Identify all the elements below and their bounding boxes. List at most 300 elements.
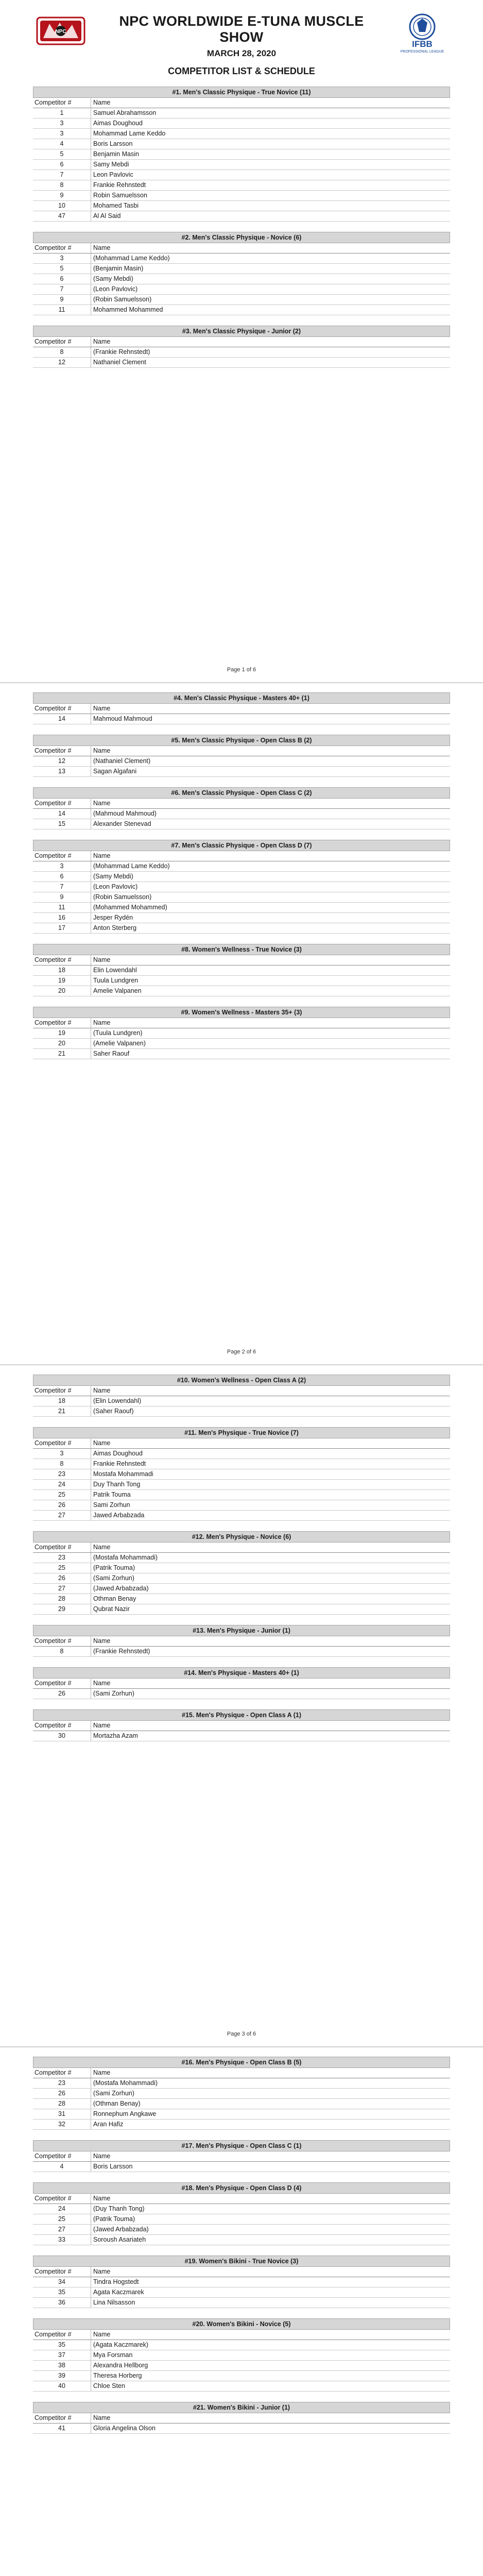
competitor-name: (Robin Samuelsson)	[91, 295, 450, 304]
competitor-number: 40	[58, 2382, 65, 2389]
competitor-number-header: Competitor #	[34, 1637, 72, 1645]
competitor-number: 47	[58, 212, 65, 219]
competitor-name: Alexander Stenevad	[91, 819, 450, 829]
competitor-row	[33, 1039, 450, 1049]
competitor-number: 3	[60, 1450, 64, 1457]
competitor-number: 6	[60, 161, 64, 168]
column-header-row	[33, 1721, 450, 1731]
class-title: #4. Men's Classic Physique - Masters 40+ (1)	[33, 692, 450, 704]
competitor-number: 25	[58, 2215, 65, 2223]
competitor-row	[33, 986, 450, 996]
competitor-number-header: Competitor #	[34, 800, 72, 807]
column-header-row	[33, 2068, 450, 2078]
competitor-row	[33, 347, 450, 358]
column-header-row	[33, 1543, 450, 1553]
class-title: #6. Men's Classic Physique - Open Class C (2)	[33, 787, 450, 799]
competitor-number: 17	[58, 924, 65, 931]
competitor-row	[33, 2109, 450, 2120]
competitor-name: (Agata Kaczmarek)	[91, 2340, 450, 2350]
competitor-row	[33, 2361, 450, 2371]
competition-class-section	[33, 787, 450, 829]
column-header-row	[33, 2330, 450, 2340]
competitor-number: 11	[58, 306, 65, 313]
competitor-number-header: Competitor #	[34, 2069, 72, 2076]
npc-logo-icon	[36, 12, 85, 49]
competitor-row	[33, 913, 450, 923]
name-header: Name	[91, 337, 450, 347]
competitor-name: Anton Sterberg	[91, 923, 450, 933]
competitor-name: Theresa Horberg	[91, 2371, 450, 2381]
competitor-row	[33, 965, 450, 976]
competitor-number: 14	[58, 810, 65, 817]
competitor-number: 23	[58, 1554, 65, 1561]
class-title: #15. Men's Physique - Open Class A (1)	[33, 1709, 450, 1721]
competitor-number-header: Competitor #	[34, 2414, 72, 2421]
competitor-name: Frankie Rehnstedt	[91, 1459, 450, 1469]
column-header-row	[33, 1636, 450, 1647]
competitor-row	[33, 2350, 450, 2361]
competitor-number-header: Competitor #	[34, 852, 72, 859]
competitor-row	[33, 2298, 450, 2308]
competitor-name: (Robin Samuelsson)	[91, 892, 450, 902]
competitor-row	[33, 2162, 450, 2172]
document-subtitle: COMPETITOR LIST & SCHEDULE	[168, 66, 315, 77]
competitor-name: (Amelie Valpanen)	[91, 1039, 450, 1048]
competitor-number: 20	[58, 987, 65, 994]
competitor-row	[33, 1480, 450, 1490]
column-header-row	[33, 1438, 450, 1449]
competitor-number: 7	[60, 883, 64, 890]
competitor-number: 31	[58, 2110, 65, 2117]
competitor-number: 23	[58, 2079, 65, 2087]
title-line-2: SHOW	[219, 29, 264, 45]
name-header: Name	[91, 1679, 450, 1688]
column-header-row	[33, 98, 450, 108]
competitor-name: (Sami Zorhun)	[91, 1573, 450, 1583]
competitor-name: (Patrik Touma)	[91, 1563, 450, 1573]
competitor-name: (Elin Lowendahl)	[91, 1396, 450, 1406]
name-header: Name	[91, 243, 450, 253]
competitor-name: Mohammed Mohammed	[91, 305, 450, 315]
competitor-number: 4	[60, 2163, 64, 2170]
competitor-number: 24	[58, 2205, 65, 2212]
competitor-name: Samy Mebdi	[91, 160, 450, 170]
competitor-number: 19	[58, 1029, 65, 1037]
competitor-number: 26	[58, 1690, 65, 1697]
competitor-number: 38	[58, 2362, 65, 2369]
competitor-name: Sagan Algafani	[91, 767, 450, 776]
page-content	[0, 1365, 483, 1741]
sections-container	[33, 692, 450, 1059]
competitor-name: Al Al Said	[91, 211, 450, 221]
competitor-number-header: Competitor #	[34, 1722, 72, 1729]
competitor-row	[33, 2340, 450, 2350]
competitor-row	[33, 253, 450, 264]
competitor-number: 10	[58, 202, 65, 209]
competitor-number: 33	[58, 2236, 65, 2243]
competitor-number: 18	[58, 967, 65, 974]
page	[0, 1364, 483, 2046]
column-header-row	[33, 1386, 450, 1396]
competitor-name: Aimas Doughoud	[91, 1449, 450, 1459]
competitor-name: (Jawed Arbabzada)	[91, 2225, 450, 2234]
competitor-number: 26	[58, 2090, 65, 2097]
competitor-name: (Benjamin Masin)	[91, 264, 450, 274]
competitor-name: (Sami Zorhun)	[91, 1689, 450, 1699]
competitor-name: Ronnephum Angkawe	[91, 2109, 450, 2119]
competitor-name: (Mohammed Mohammed)	[91, 903, 450, 912]
competitor-row	[33, 1500, 450, 1511]
column-header-row	[33, 337, 450, 347]
competitor-row	[33, 264, 450, 274]
competitor-number: 28	[58, 1595, 65, 1602]
competition-class-section	[33, 735, 450, 777]
competitor-number: 25	[58, 1564, 65, 1571]
competitor-number: 13	[58, 768, 65, 775]
competitor-number: 11	[58, 904, 65, 911]
competition-class-section	[33, 2256, 450, 2308]
competitor-row	[33, 1469, 450, 1480]
competitor-number-header: Competitor #	[34, 2195, 72, 2202]
sections-container	[33, 1375, 450, 1741]
competitor-number: 7	[60, 171, 64, 178]
competitor-name: (Samy Mebdi)	[91, 274, 450, 284]
competitor-number-header: Competitor #	[34, 747, 72, 754]
name-header: Name	[91, 799, 450, 808]
name-header: Name	[91, 2267, 450, 2277]
competitor-row	[33, 191, 450, 201]
name-header: Name	[91, 2194, 450, 2204]
ifbb-logo-icon	[398, 11, 447, 55]
sections-container	[33, 87, 450, 368]
competitor-row	[33, 118, 450, 129]
competitor-number: 37	[58, 2351, 65, 2359]
competitor-number: 27	[58, 2226, 65, 2233]
competitor-name: (Mohammad Lame Keddo)	[91, 253, 450, 263]
competition-class-section	[33, 1007, 450, 1059]
competitor-number: 35	[58, 2341, 65, 2348]
name-header: Name	[91, 1386, 450, 1396]
class-title: #9. Women's Wellness - Masters 35+ (3)	[33, 1007, 450, 1018]
competitor-number: 6	[60, 873, 64, 880]
column-header-row	[33, 2151, 450, 2162]
competitor-row	[33, 2424, 450, 2434]
competition-class-section	[33, 1625, 450, 1657]
competitor-number: 41	[58, 2425, 65, 2432]
competitor-number: 3	[60, 130, 64, 137]
competitor-number-header: Competitor #	[34, 244, 72, 251]
competitor-number-header: Competitor #	[34, 956, 72, 963]
competitor-number: 29	[58, 1605, 65, 1613]
page	[0, 2046, 483, 2576]
competitor-number-header: Competitor #	[34, 338, 72, 345]
competitor-row	[33, 872, 450, 882]
competition-class-section	[33, 87, 450, 222]
competitor-row	[33, 2120, 450, 2130]
competitor-row	[33, 2235, 450, 2245]
competitor-row	[33, 2078, 450, 2089]
name-header: Name	[91, 746, 450, 756]
name-header: Name	[91, 704, 450, 714]
competitor-name: Tuula Lundgren	[91, 976, 450, 986]
competitor-row	[33, 129, 450, 139]
competitor-number: 28	[58, 2100, 65, 2107]
column-header-row	[33, 799, 450, 809]
competitor-number-header: Competitor #	[34, 2153, 72, 2160]
competitor-number: 12	[58, 757, 65, 765]
competitor-name: Saher Raouf	[91, 1049, 450, 1059]
competitor-number: 3	[60, 120, 64, 127]
name-header: Name	[91, 1636, 450, 1646]
competitor-row	[33, 160, 450, 170]
competitor-row	[33, 923, 450, 934]
competitor-name: Mohamed Tasbi	[91, 201, 450, 211]
competitor-row	[33, 809, 450, 819]
competitor-row	[33, 819, 450, 829]
competitor-row	[33, 1553, 450, 1563]
competitor-name: (Patrik Touma)	[91, 2214, 450, 2224]
competitor-row	[33, 2099, 450, 2109]
competitor-number: 39	[58, 2372, 65, 2379]
competitor-number-header: Competitor #	[34, 1019, 72, 1026]
competitor-name: Mahmoud Mahmoud	[91, 714, 450, 724]
competitor-row	[33, 1594, 450, 1604]
competitor-name: Lina Nilsasson	[91, 2298, 450, 2308]
competitor-number: 5	[60, 265, 64, 272]
competition-class-section	[33, 1667, 450, 1699]
class-title: #13. Men's Physique - Junior (1)	[33, 1625, 450, 1636]
page	[0, 0, 483, 682]
competition-class-section	[33, 2402, 450, 2434]
class-title: #2. Men's Classic Physique - Novice (6)	[33, 232, 450, 243]
competitor-row	[33, 358, 450, 368]
competition-class-section	[33, 840, 450, 934]
column-header-row	[33, 1018, 450, 1028]
column-header-row	[33, 746, 450, 756]
competitor-number: 8	[60, 1648, 64, 1655]
competitor-name: (Frankie Rehnstedt)	[91, 1647, 450, 1656]
competitor-row	[33, 2371, 450, 2381]
competitor-row	[33, 1049, 450, 1059]
class-title: #7. Men's Classic Physique - Open Class D (7)	[33, 840, 450, 851]
competition-class-section	[33, 1531, 450, 1615]
competitor-name: Mortazha Azam	[91, 1731, 450, 1741]
competitor-name: (Samy Mebdi)	[91, 872, 450, 882]
competitor-row	[33, 976, 450, 986]
competitor-number: 18	[58, 1397, 65, 1404]
competitor-name: Benjamin Masin	[91, 149, 450, 159]
competitor-row	[33, 2214, 450, 2225]
competition-class-section	[33, 232, 450, 315]
competitor-number: 26	[58, 1501, 65, 1509]
competitor-row	[33, 274, 450, 284]
competitor-number: 9	[60, 893, 64, 901]
name-header: Name	[91, 851, 450, 861]
competitor-number: 9	[60, 296, 64, 303]
competitor-number: 20	[58, 1040, 65, 1047]
competitor-number: 35	[58, 2289, 65, 2296]
competitor-name: Boris Larsson	[91, 139, 450, 149]
competitor-row	[33, 295, 450, 305]
class-title: #8. Women's Wellness - True Novice (3)	[33, 944, 450, 955]
competitor-row	[33, 767, 450, 777]
column-header-row	[33, 704, 450, 714]
page-content	[0, 2047, 483, 2434]
competitor-name: (Jawed Arbabzada)	[91, 1584, 450, 1594]
competitor-name: Leon Pavlovic	[91, 170, 450, 180]
competitor-number: 7	[60, 285, 64, 293]
competitor-name: (Mostafa Mohammadi)	[91, 2078, 450, 2088]
competitor-number-header: Competitor #	[34, 1387, 72, 1394]
competitor-row	[33, 1396, 450, 1406]
competitor-row	[33, 756, 450, 767]
class-title: #12. Men's Physique - Novice (6)	[33, 1531, 450, 1543]
competitor-number-header: Competitor #	[34, 705, 72, 712]
competitor-name: Qubrat Nazir	[91, 1604, 450, 1614]
class-title: #5. Men's Classic Physique - Open Class B (2)	[33, 735, 450, 746]
column-header-row	[33, 2267, 450, 2277]
competitor-name: Chloe Sten	[91, 2381, 450, 2391]
competitor-number: 14	[58, 715, 65, 722]
competition-class-section	[33, 1709, 450, 1741]
page-footer: Page 1 of 6	[227, 667, 256, 673]
competitor-number: 23	[58, 1470, 65, 1478]
competitor-row	[33, 2204, 450, 2214]
competitor-number-header: Competitor #	[34, 2268, 72, 2275]
competitor-row	[33, 149, 450, 160]
competitor-row	[33, 2089, 450, 2099]
document-title	[33, 9, 450, 45]
competitor-number: 27	[58, 1512, 65, 1519]
competitor-number: 21	[58, 1408, 65, 1415]
competitor-row	[33, 1647, 450, 1657]
competitor-number: 32	[58, 2121, 65, 2128]
competitor-number: 4	[60, 140, 64, 147]
competitor-name: Gloria Angelina Olson	[91, 2424, 450, 2433]
competitor-number: 19	[58, 977, 65, 984]
competition-class-section	[33, 944, 450, 996]
name-header: Name	[91, 955, 450, 965]
competitor-name: Elin Lowendahl	[91, 965, 450, 975]
column-header-row	[33, 2194, 450, 2204]
competitor-name: (Duy Thanh Tong)	[91, 2204, 450, 2214]
name-header: Name	[91, 2330, 450, 2340]
class-title: #18. Men's Physique - Open Class D (4)	[33, 2182, 450, 2194]
competitor-row	[33, 1689, 450, 1699]
page	[0, 682, 483, 1364]
competitor-name: Jawed Arbabzada	[91, 1511, 450, 1520]
competitor-row	[33, 1573, 450, 1584]
class-title: #14. Men's Physique - Masters 40+ (1)	[33, 1667, 450, 1679]
competitor-row	[33, 1028, 450, 1039]
class-title: #10. Women's Wellness - Open Class A (2)	[33, 1375, 450, 1386]
competitor-name: Samuel Abrahamsson	[91, 108, 450, 118]
competitor-row	[33, 1406, 450, 1417]
competitor-row	[33, 882, 450, 892]
competitor-row	[33, 892, 450, 903]
competitor-row	[33, 284, 450, 295]
competitor-number: 8	[60, 181, 64, 189]
competitor-number: 8	[60, 348, 64, 355]
competitor-name: (Nathaniel Clement)	[91, 756, 450, 766]
competitor-number: 27	[58, 1585, 65, 1592]
competitor-number: 12	[58, 359, 65, 366]
competitor-name: Aran Hafiz	[91, 2120, 450, 2129]
competitor-name: Aimas Doughoud	[91, 118, 450, 128]
competition-class-section	[33, 326, 450, 368]
competitor-number: 3	[60, 862, 64, 870]
competitor-row	[33, 2225, 450, 2235]
competition-class-section	[33, 2140, 450, 2172]
competitor-name: Othman Benay	[91, 1594, 450, 1604]
name-header: Name	[91, 98, 450, 108]
document-header	[33, 9, 450, 87]
competitor-name: (Othman Benay)	[91, 2099, 450, 2109]
competitor-name: Duy Thanh Tong	[91, 1480, 450, 1489]
competitor-number-header: Competitor #	[34, 99, 72, 106]
competitor-row	[33, 305, 450, 315]
competitor-name: (Sami Zorhun)	[91, 2089, 450, 2098]
competitor-number: 1	[60, 109, 64, 116]
column-header-row	[33, 955, 450, 965]
competitor-number: 5	[60, 150, 64, 158]
competitor-name: (Mostafa Mohammadi)	[91, 1553, 450, 1563]
competitor-row	[33, 1584, 450, 1594]
competitor-row	[33, 1511, 450, 1521]
competitor-number: 16	[58, 914, 65, 921]
competitor-row	[33, 1459, 450, 1469]
column-header-row	[33, 1679, 450, 1689]
competitor-number-header: Competitor #	[34, 1680, 72, 1687]
competitor-number: 34	[58, 2278, 65, 2285]
competitor-row	[33, 1604, 450, 1615]
competitor-name: Mostafa Mohammadi	[91, 1469, 450, 1479]
competitor-number: 21	[58, 1050, 65, 1057]
page-footer: Page 2 of 6	[227, 1349, 256, 1355]
competitor-number-header: Competitor #	[34, 1544, 72, 1551]
class-title: #3. Men's Classic Physique - Junior (2)	[33, 326, 450, 337]
competition-class-section	[33, 1375, 450, 1417]
competitor-name: (Leon Pavlovic)	[91, 284, 450, 294]
name-header: Name	[91, 1438, 450, 1448]
competitor-name: Frankie Rehnstedt	[91, 180, 450, 190]
class-title: #19. Women's Bikini - True Novice (3)	[33, 2256, 450, 2267]
competitor-row	[33, 108, 450, 118]
competition-class-section	[33, 2057, 450, 2130]
competitor-row	[33, 903, 450, 913]
competitor-name: Robin Samuelsson	[91, 191, 450, 200]
competitor-name: Nathaniel Clement	[91, 358, 450, 367]
competitor-row	[33, 139, 450, 149]
name-header: Name	[91, 2151, 450, 2161]
competitor-row	[33, 1490, 450, 1500]
competitor-name: (Mahmoud Mahmoud)	[91, 809, 450, 819]
title-line-1: NPC WORLDWIDE E-TUNA MUSCLE	[119, 13, 364, 29]
competition-class-section	[33, 1427, 450, 1521]
class-title: #17. Men's Physique - Open Class C (1)	[33, 2140, 450, 2151]
competitor-row	[33, 2277, 450, 2287]
competitor-row	[33, 714, 450, 724]
name-header: Name	[91, 1721, 450, 1731]
competitor-name: (Saher Raouf)	[91, 1406, 450, 1416]
name-header: Name	[91, 1018, 450, 1028]
competitor-number: 3	[60, 255, 64, 262]
column-header-row	[33, 851, 450, 861]
competitor-name: Amelie Valpanen	[91, 986, 450, 996]
competitor-name: Sami Zorhun	[91, 1500, 450, 1510]
class-title: #1. Men's Classic Physique - True Novice (11)	[33, 87, 450, 98]
sections-container	[33, 2057, 450, 2434]
